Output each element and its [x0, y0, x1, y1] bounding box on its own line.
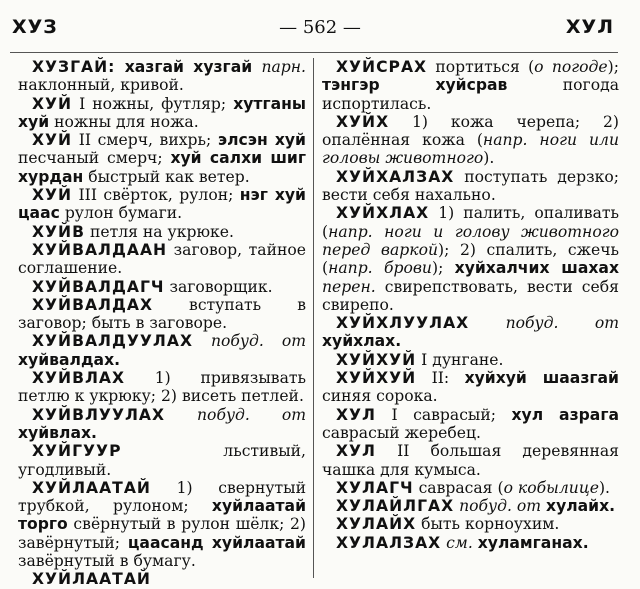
definition-text: быть корноухим. [416, 515, 560, 534]
definition-text: I ножны, футляр; [72, 94, 234, 113]
definition-text: завёрнутый в бумагу. [18, 552, 196, 571]
definition-text [165, 406, 197, 424]
dictionary-entry-hui3 [18, 186, 306, 223]
headword: ХУЙ [32, 186, 73, 205]
left-column [18, 58, 306, 589]
right-guide-word: ХУЛ [565, 16, 614, 38]
italic-note: напр. ноги или головы животного [322, 131, 619, 168]
italic-note: о погоде [534, 58, 608, 76]
headword: ХУЙВАЛДААН [32, 240, 168, 259]
italic-note: парн. [261, 58, 306, 76]
italic-note: побуд. от [210, 332, 306, 351]
definition-text: I дунгане. [416, 350, 504, 369]
headword: ХУЛ [336, 442, 376, 461]
mongolian-phrase: хуйлаатай торго [18, 497, 306, 534]
dictionary-entry-huih [322, 113, 619, 168]
italic-note: напр. брови [328, 259, 432, 278]
dictionary-entry-hul1 [322, 406, 619, 443]
header-rule [10, 52, 618, 53]
dictionary-entry-huilaatai [18, 479, 306, 570]
mongolian-phrase: нэг хуй цаас [18, 186, 306, 223]
left-guide-word: ХУЗ [12, 16, 58, 38]
definition-text: II смерч, вихрь; [72, 131, 218, 150]
page-header [0, 0, 640, 40]
mongolian-phrase: тэнгэр хуйсрав [322, 76, 508, 95]
mongolian-phrase: хуйхлах. [322, 332, 402, 351]
column-divider [313, 58, 314, 578]
dictionary-entry-huilaatai2 [18, 570, 306, 588]
definition-text: рулон бумаги. [59, 204, 183, 223]
headword: ХУЙ [32, 94, 73, 113]
page-number: — 562 — [279, 17, 361, 38]
headword: ХУЙВЛУУЛАХ [32, 405, 166, 424]
dictionary-entry-huivlah [18, 369, 306, 406]
dictionary-entry-huiv [18, 223, 306, 241]
dictionary-entry-hulagch [322, 479, 619, 497]
dictionary-entry-hulaih [322, 515, 619, 533]
mongolian-phrase: хулайх. [546, 497, 616, 516]
headword: ХУЙЛААТАЙ [32, 570, 151, 589]
dictionary-entry-hui2 [18, 131, 306, 186]
mongolian-phrase: хазгай хузгай [115, 58, 262, 76]
headword: ХУЛАЙЛГАХ [336, 497, 455, 516]
dictionary-entry-huivalduulah [18, 332, 306, 369]
definition-text: III свёрток, рулон; [72, 186, 240, 205]
definition-text: быстрый как ветер. [83, 167, 250, 186]
italic-note: напр. ноги и голову животного перед варкой [322, 222, 619, 259]
headword: ХУЙВ [32, 222, 85, 241]
definition-text: ); [431, 259, 455, 278]
dictionary-entry-huihui2 [322, 369, 619, 406]
definition-text: погода испортилась. [322, 76, 619, 113]
definition-text: песчаный смерч; [18, 149, 171, 168]
dictionary-entry-huisrah [322, 58, 619, 113]
definition-text: ); [607, 58, 619, 76]
italic-note: см. [446, 533, 473, 552]
mongolian-phrase: хуйхуй шаазгай [464, 369, 619, 388]
dictionary-entry-huihalzah [322, 168, 619, 205]
definition-text: петля на укрюке. [84, 222, 234, 241]
headword: ХУЙХЛАХ [336, 204, 430, 223]
headword: ХУЙХУЙ [336, 369, 417, 388]
mongolian-phrase: элсэн хуй [217, 131, 306, 150]
dictionary-entry-huivaldagch [18, 278, 306, 296]
definition-text: ножны для ножа. [49, 112, 199, 131]
italic-note: перен. [322, 277, 376, 296]
definition-text [469, 314, 505, 332]
definition-text: ). [598, 478, 610, 497]
italic-note: побуд. от [459, 497, 542, 516]
definition-text: 1) кожа черепа; 2) опалённая кожа ( [322, 112, 619, 150]
dictionary-entry-huivaldaan [18, 241, 306, 278]
headword: ХУЙГУУР [32, 442, 122, 461]
headword: ХУЙВАЛДАХ [32, 295, 153, 314]
headword: ХУЙХ [336, 112, 390, 131]
mongolian-phrase: хуйвалдах. [18, 350, 121, 369]
definition-text: I саврасый; [376, 405, 512, 424]
dictionary-entry-huivluulah [18, 406, 306, 443]
dictionary-entry-huihui1 [322, 351, 619, 369]
mongolian-phrase: хул азрага [511, 405, 619, 424]
dictionary-entry-hul2 [322, 442, 619, 479]
italic-note: побуд. от [505, 314, 619, 333]
italic-note: о кобылице [503, 478, 599, 497]
headword: ХУЙ [32, 131, 73, 150]
definition-text: II: [416, 369, 465, 388]
definition-text [193, 332, 211, 350]
definition-text: II большая деревянная чашка для кумыса. [322, 442, 619, 479]
definition-text: ); 2) спалить, сжечь ( [322, 240, 620, 278]
definition-text: свёрнутый в рулон шёлк; 2) завёрнутый; [18, 515, 306, 552]
definition-text: саврасая ( [413, 478, 504, 497]
headword: ХУЙВАЛДУУЛАХ [32, 332, 193, 351]
definition-text: 1) привязывать петлю к укрюку; 2) висеть петлей. [18, 369, 306, 406]
dictionary-entry-huivaldah [18, 296, 306, 333]
italic-note: побуд. от [197, 405, 306, 424]
headword: ХУЙСРАХ [336, 58, 428, 76]
mongolian-phrase: хутганы хуй [18, 94, 306, 131]
definition-text: 1) свернутый трубкой, рулоном; [18, 478, 306, 516]
dictionary-entry-hui1 [18, 95, 306, 132]
headword: ХУЙЛААТАЙ [32, 478, 151, 497]
definition-text: заговорщик. [164, 277, 273, 296]
headword: ХУЛАГЧ [336, 478, 414, 497]
mongolian-phrase: хуламганах. [477, 533, 589, 552]
dictionary-entry-hulalzah [322, 534, 619, 552]
definition-text: льстивый, угодливый. [18, 442, 306, 479]
right-column [322, 58, 619, 552]
headword: ХУЗГАЙ: [32, 58, 116, 76]
headword: ХУЙХУЙ [336, 350, 417, 369]
definition-text: портиться ( [427, 58, 535, 76]
definition-text: вступать в заговор; быть в заговоре. [18, 295, 306, 333]
dictionary-entry-hulailgah [322, 497, 619, 515]
mongolian-phrase: хуйхалчих шахах [454, 259, 620, 278]
dictionary-entry-huiguur [18, 442, 306, 479]
mongolian-phrase: цаасанд хуйлаатай [127, 533, 306, 552]
definition-text: наклонный, кривой. [18, 76, 184, 95]
headword: ХУЙХАЛЗАХ [336, 167, 455, 186]
definition-text: саврасый жеребец. [322, 423, 481, 442]
headword: ХУЛАЙХ [336, 515, 417, 534]
definition-text: ). [483, 149, 495, 168]
headword: ХУЙХЛУУЛАХ [336, 314, 470, 333]
dictionary-entry-huihluulah [322, 314, 619, 351]
definition-text: 1) палить, опаливать ( [322, 204, 619, 241]
mongolian-phrase: хуйвлах. [18, 423, 97, 442]
headword: ХУЙВАЛДАГЧ [32, 277, 165, 296]
definition-text: заговор, тайное соглашение. [18, 240, 306, 278]
mongolian-phrase: хуй салхи шиг хурдан [18, 149, 306, 186]
definition-text: свирепствовать, вести себя свирепо. [322, 277, 619, 314]
definition-text: синяя сорока. [322, 387, 438, 406]
headword: ХУЛАЛЗАХ [336, 533, 442, 552]
definition-text: поступать дерзко; вести себя нахально. [322, 167, 619, 205]
dictionary-entry-huzgai [18, 58, 306, 95]
headword: ХУЛ [336, 405, 376, 424]
dictionary-entry-huihlah [322, 204, 619, 314]
headword: ХУЙВЛАХ [32, 369, 126, 388]
